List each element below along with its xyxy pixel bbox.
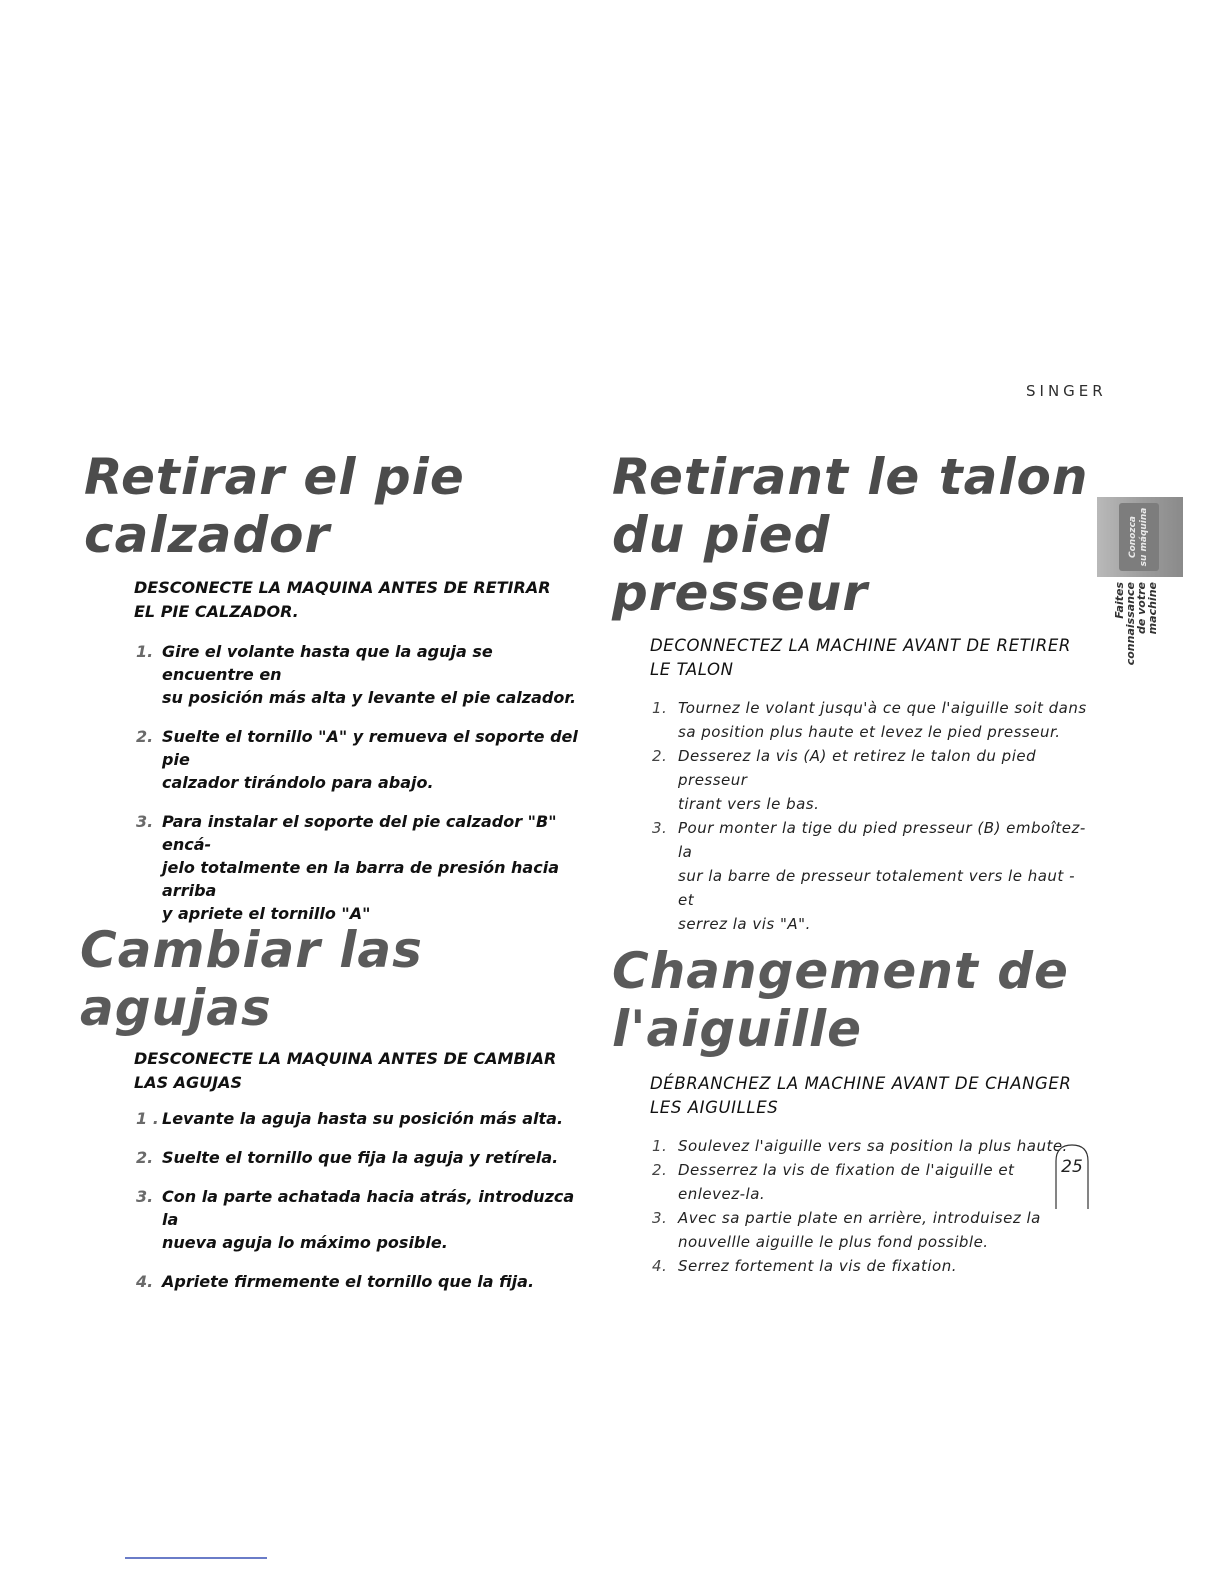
section-title	[612, 448, 1092, 622]
step-text: Apriete firmemente el tornillo que la fija.	[162, 1272, 535, 1291]
step-item	[134, 725, 584, 794]
section-title-line2: l'aiguille	[612, 1000, 863, 1058]
step-text: tirant vers le bas.	[678, 795, 820, 813]
step-text: Avec sa partie plate en arrière, introduisez la	[678, 1209, 1041, 1227]
chapter-caption-line: connaissance	[1124, 582, 1137, 666]
step-text: Suelte el tornillo que fija la aguja y retírela.	[162, 1148, 559, 1167]
step-number: 1.	[652, 1137, 668, 1155]
page-number-box	[1055, 1143, 1089, 1209]
step-item	[650, 816, 1092, 936]
section-title-line1: Retirant le talon	[612, 448, 1089, 506]
step-text: Levante la aguja hasta su posición más alta.	[162, 1109, 564, 1128]
step-text: Desserrez la vis de fixation de l'aiguille et	[678, 1161, 1015, 1179]
warning-line2: LES AIGUILLES	[650, 1098, 779, 1117]
warning-text	[134, 576, 584, 624]
step-number: 4.	[652, 1257, 668, 1275]
step-item	[134, 1107, 584, 1130]
warning-line1: DESCONECTE LA MAQUINA ANTES DE RETIRAR	[134, 578, 551, 597]
step-text: serrez la vis "A".	[678, 915, 811, 933]
section-title-line2: calzador	[84, 506, 331, 564]
step-text: Tournez le volant jusqu'à ce que l'aiguille soit dans	[678, 699, 1087, 717]
step-text: nouvellle aiguille le plus fond possible.	[678, 1233, 989, 1251]
warning-line1: DECONNECTEZ LA MACHINE AVANT DE RETIRER	[650, 636, 1071, 655]
step-number: 3.	[136, 812, 154, 831]
step-number: 3.	[652, 1209, 668, 1227]
chapter-tab-label-line1: Conozca	[1128, 515, 1138, 559]
footer-rule	[125, 1557, 267, 1559]
brand-logo: SINGER	[1026, 382, 1107, 400]
chapter-caption-line: machine	[1146, 582, 1159, 635]
step-number: 1.	[136, 642, 154, 661]
step-text: Soulevez l'aiguille vers sa position la plus haute.	[678, 1137, 1068, 1155]
section-title	[84, 448, 584, 564]
chapter-tab-label	[1119, 503, 1159, 571]
step-text: su posición más alta y levante el pie calzador.	[162, 688, 577, 707]
step-number: 2.	[652, 747, 668, 765]
step-item	[650, 1158, 1092, 1206]
step-item	[134, 810, 584, 925]
warning-line2: EL PIE CALZADOR.	[134, 602, 299, 621]
step-item	[134, 1270, 584, 1293]
step-item	[134, 1146, 584, 1169]
chapter-caption-line: de votre	[1135, 582, 1148, 635]
step-number: 3.	[136, 1187, 154, 1206]
warning-text	[650, 1072, 1092, 1120]
step-item	[650, 744, 1092, 816]
step-text: Gire el volante hasta que la aguja se encuentre en	[162, 642, 493, 684]
step-item	[134, 640, 584, 709]
chapter-tab	[1097, 497, 1183, 577]
steps-list	[134, 1107, 584, 1293]
steps-list	[134, 640, 584, 925]
chapter-caption-line: Faites	[1113, 582, 1126, 619]
warning-line2: LE TALON	[650, 660, 734, 679]
step-number: 1.	[652, 699, 668, 717]
step-number: 1 .	[136, 1109, 159, 1128]
step-text: Desserez la vis (A) et retirez le talon du pied presseur	[678, 747, 1037, 789]
step-item	[650, 1134, 1092, 1158]
section-body	[134, 576, 584, 925]
step-text: y apriete el tornillo "A"	[162, 904, 371, 923]
step-item	[650, 1254, 1092, 1278]
chapter-caption-text	[1114, 582, 1160, 674]
section-body	[650, 1072, 1092, 1278]
step-text: Con la parte achatada hacia atrás, introduzca la	[162, 1187, 575, 1229]
french-column	[612, 448, 1092, 1278]
step-number: 3.	[652, 819, 668, 837]
section-title	[80, 921, 584, 1037]
section-body	[650, 634, 1092, 936]
step-text: jelo totalmente en la barra de presión hacia arriba	[162, 858, 559, 900]
chapter-tab-inner	[1119, 503, 1159, 571]
step-number: 4.	[136, 1272, 154, 1291]
section-body	[134, 1047, 584, 1293]
section-title-line1: Retirar el pie	[84, 448, 465, 506]
step-text: sa position plus haute et levez le pied presseur.	[678, 723, 1061, 741]
page-number: 25	[1061, 1157, 1083, 1177]
step-text: enlevez-la.	[678, 1185, 766, 1203]
chapter-tab-label-line2: su máquina	[1139, 507, 1149, 567]
step-text: Pour monter la tige du pied presseur (B) emboîtez-la	[678, 819, 1086, 861]
steps-list	[650, 696, 1092, 936]
section-title-line1: Cambiar las agujas	[80, 921, 423, 1037]
step-item	[650, 1206, 1092, 1254]
spanish-column	[80, 448, 584, 1293]
step-text: Suelte el tornillo "A" y remueva el soporte del pie	[162, 727, 578, 769]
warning-text	[650, 634, 1092, 682]
step-text: calzador tirándolo para abajo.	[162, 773, 434, 792]
step-text: sur la barre de presseur totalement vers le haut - et	[678, 867, 1075, 909]
warning-line1: DÉBRANCHEZ LA MACHINE AVANT DE CHANGER	[650, 1074, 1072, 1093]
section-title-line1: Changement de	[612, 942, 1069, 1000]
step-item	[650, 696, 1092, 744]
step-text: nueva aguja lo máximo posible.	[162, 1233, 448, 1252]
step-text: Serrez fortement la vis de fixation.	[678, 1257, 957, 1275]
section-title	[612, 942, 1092, 1058]
chapter-caption	[1113, 582, 1182, 666]
warning-line1: DESCONECTE LA MAQUINA ANTES DE CAMBIAR	[134, 1049, 557, 1068]
step-number: 2.	[136, 727, 154, 746]
section-title-line2: du pied presseur	[612, 506, 869, 622]
warning-text	[134, 1047, 584, 1095]
warning-line2: LAS AGUJAS	[134, 1073, 243, 1092]
step-number: 2.	[652, 1161, 668, 1179]
step-text: Para instalar el soporte del pie calzador "B" encá-	[162, 812, 557, 854]
step-number: 2.	[136, 1148, 154, 1167]
step-item	[134, 1185, 584, 1254]
steps-list	[650, 1134, 1092, 1278]
